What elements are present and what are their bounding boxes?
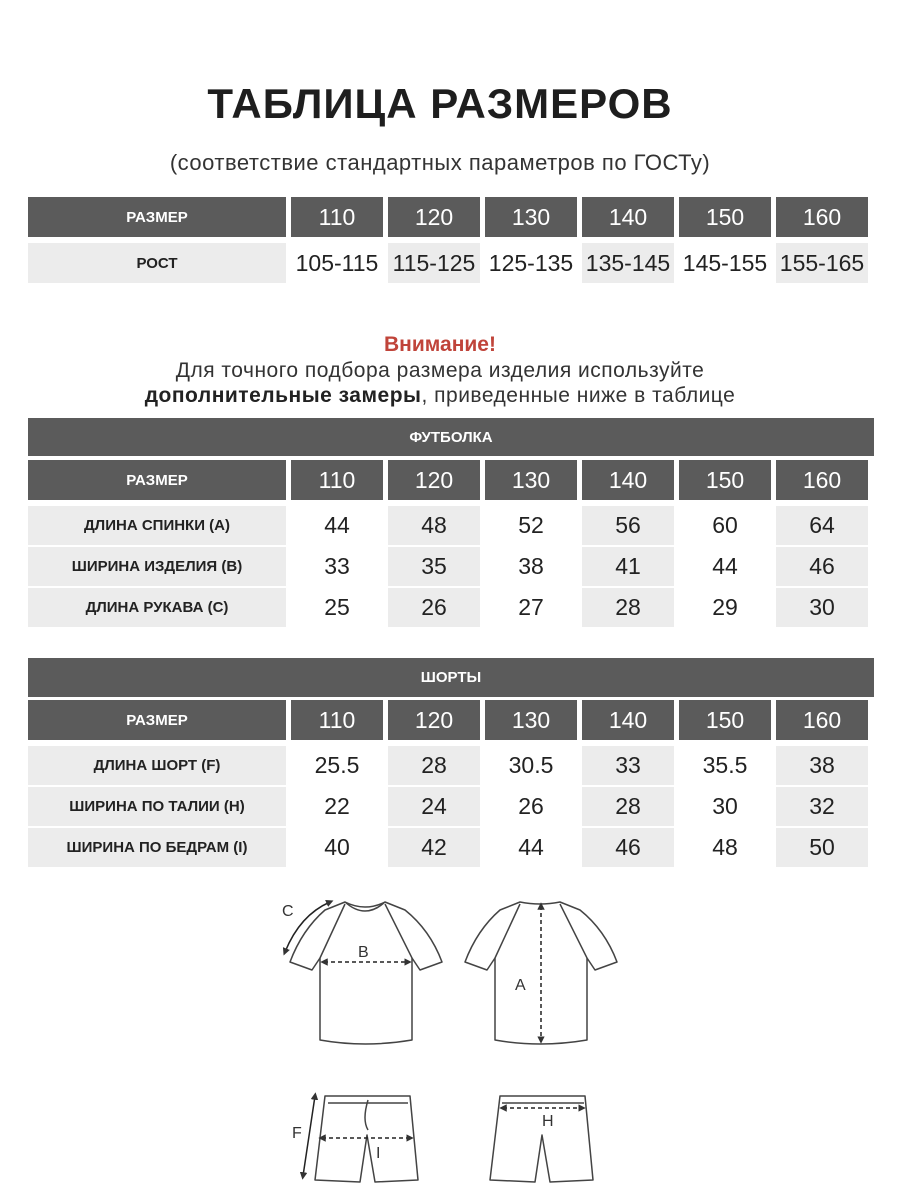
table-row (28, 787, 874, 826)
size-cell: 150 (679, 197, 771, 237)
value-cell: 38 (485, 547, 577, 586)
label-c: C (282, 903, 294, 920)
value-cell: 44 (679, 547, 771, 586)
table-row (28, 828, 874, 867)
height-cell: 115-125 (388, 243, 480, 283)
value-cell: 48 (679, 828, 771, 867)
shorts-length-arrow (303, 1096, 315, 1176)
row-label: ШИРИНА ИЗДЕЛИЯ (B) (28, 547, 286, 586)
label-f: F (292, 1125, 302, 1142)
value-cell: 40 (291, 828, 383, 867)
value-cell: 30 (776, 588, 868, 627)
value-cell: 35.5 (679, 746, 771, 785)
height-table-header (28, 197, 874, 237)
notice-line-2 (0, 384, 880, 408)
value-cell: 26 (388, 588, 480, 627)
tshirt-size-header (28, 460, 874, 500)
shorts-section-title: ШОРТЫ (28, 658, 874, 697)
size-cell: 130 (485, 460, 577, 500)
value-cell: 42 (388, 828, 480, 867)
value-cell: 60 (679, 506, 771, 545)
value-cell: 29 (679, 588, 771, 627)
value-cell: 38 (776, 746, 868, 785)
value-cell: 50 (776, 828, 868, 867)
tshirt-front-outline (290, 902, 442, 1044)
row-label: ШИРИНА ПО БЕДРАМ (I) (28, 828, 286, 867)
value-cell: 56 (582, 506, 674, 545)
size-cell: 140 (582, 700, 674, 740)
size-label: РАЗМЕР (28, 197, 286, 237)
height-cell: 145-155 (679, 243, 771, 283)
label-h: H (542, 1113, 554, 1130)
value-cell: 25 (291, 588, 383, 627)
value-cell: 25.5 (291, 746, 383, 785)
size-cell: 120 (388, 700, 480, 740)
page-title: ТАБЛИЦА РАЗМЕРОВ (207, 80, 673, 127)
size-label: РАЗМЕР (28, 460, 286, 500)
value-cell: 44 (485, 828, 577, 867)
height-cell: 135-145 (582, 243, 674, 283)
value-cell: 46 (776, 547, 868, 586)
size-cell: 120 (388, 197, 480, 237)
row-label: ДЛИНА ШОРТ (F) (28, 746, 286, 785)
notice-line-1: Для точного подбора размера изделия используйте (175, 359, 705, 382)
value-cell: 32 (776, 787, 868, 826)
row-label: ДЛИНА СПИНКИ (А) (28, 506, 286, 545)
size-cell: 110 (291, 700, 383, 740)
value-cell: 28 (388, 746, 480, 785)
size-cell: 160 (776, 197, 868, 237)
value-cell: 41 (582, 547, 674, 586)
size-cell: 160 (776, 700, 868, 740)
size-cell: 130 (485, 197, 577, 237)
label-i: I (376, 1145, 381, 1162)
notice-bold: дополнительные замеры (144, 384, 422, 407)
size-cell: 150 (679, 700, 771, 740)
value-cell: 28 (582, 588, 674, 627)
height-row (28, 243, 874, 283)
label-b: B (358, 944, 369, 961)
value-cell: 30 (679, 787, 771, 826)
value-cell: 27 (485, 588, 577, 627)
shorts-back-outline (490, 1096, 593, 1182)
size-label: РАЗМЕР (28, 700, 286, 740)
value-cell: 48 (388, 506, 480, 545)
size-cell: 110 (291, 460, 383, 500)
tshirt-section-title: ФУТБОЛКА (28, 418, 874, 456)
height-label: РОСТ (28, 243, 286, 283)
value-cell: 44 (291, 506, 383, 545)
value-cell: 46 (582, 828, 674, 867)
size-cell: 130 (485, 700, 577, 740)
value-cell: 22 (291, 787, 383, 826)
table-row (28, 547, 874, 586)
size-cell: 140 (582, 460, 674, 500)
shorts-size-header (28, 700, 874, 740)
size-cell: 150 (679, 460, 771, 500)
table-row (28, 588, 874, 627)
row-label: ДЛИНА РУКАВА (C) (28, 588, 286, 627)
size-cell: 120 (388, 460, 480, 500)
value-cell: 26 (485, 787, 577, 826)
notice-rest: , приведенные ниже в таблице (421, 384, 736, 407)
value-cell: 64 (776, 506, 868, 545)
attention-heading: Внимание! (384, 333, 496, 356)
value-cell: 30.5 (485, 746, 577, 785)
value-cell: 33 (291, 547, 383, 586)
value-cell: 52 (485, 506, 577, 545)
value-cell: 24 (388, 787, 480, 826)
label-a: A (515, 977, 526, 994)
size-cell: 160 (776, 460, 868, 500)
page-subtitle: (соответствие стандартных параметров по ГОСТу) (169, 150, 711, 175)
measurement-diagram (270, 890, 630, 1190)
value-cell: 28 (582, 787, 674, 826)
height-cell: 105-115 (291, 243, 383, 283)
height-cell: 155-165 (776, 243, 868, 283)
row-label: ШИРИНА ПО ТАЛИИ (H) (28, 787, 286, 826)
table-row (28, 506, 874, 545)
size-cell: 140 (582, 197, 674, 237)
size-cell: 110 (291, 197, 383, 237)
table-row (28, 746, 874, 785)
value-cell: 33 (582, 746, 674, 785)
value-cell: 35 (388, 547, 480, 586)
height-cell: 125-135 (485, 243, 577, 283)
